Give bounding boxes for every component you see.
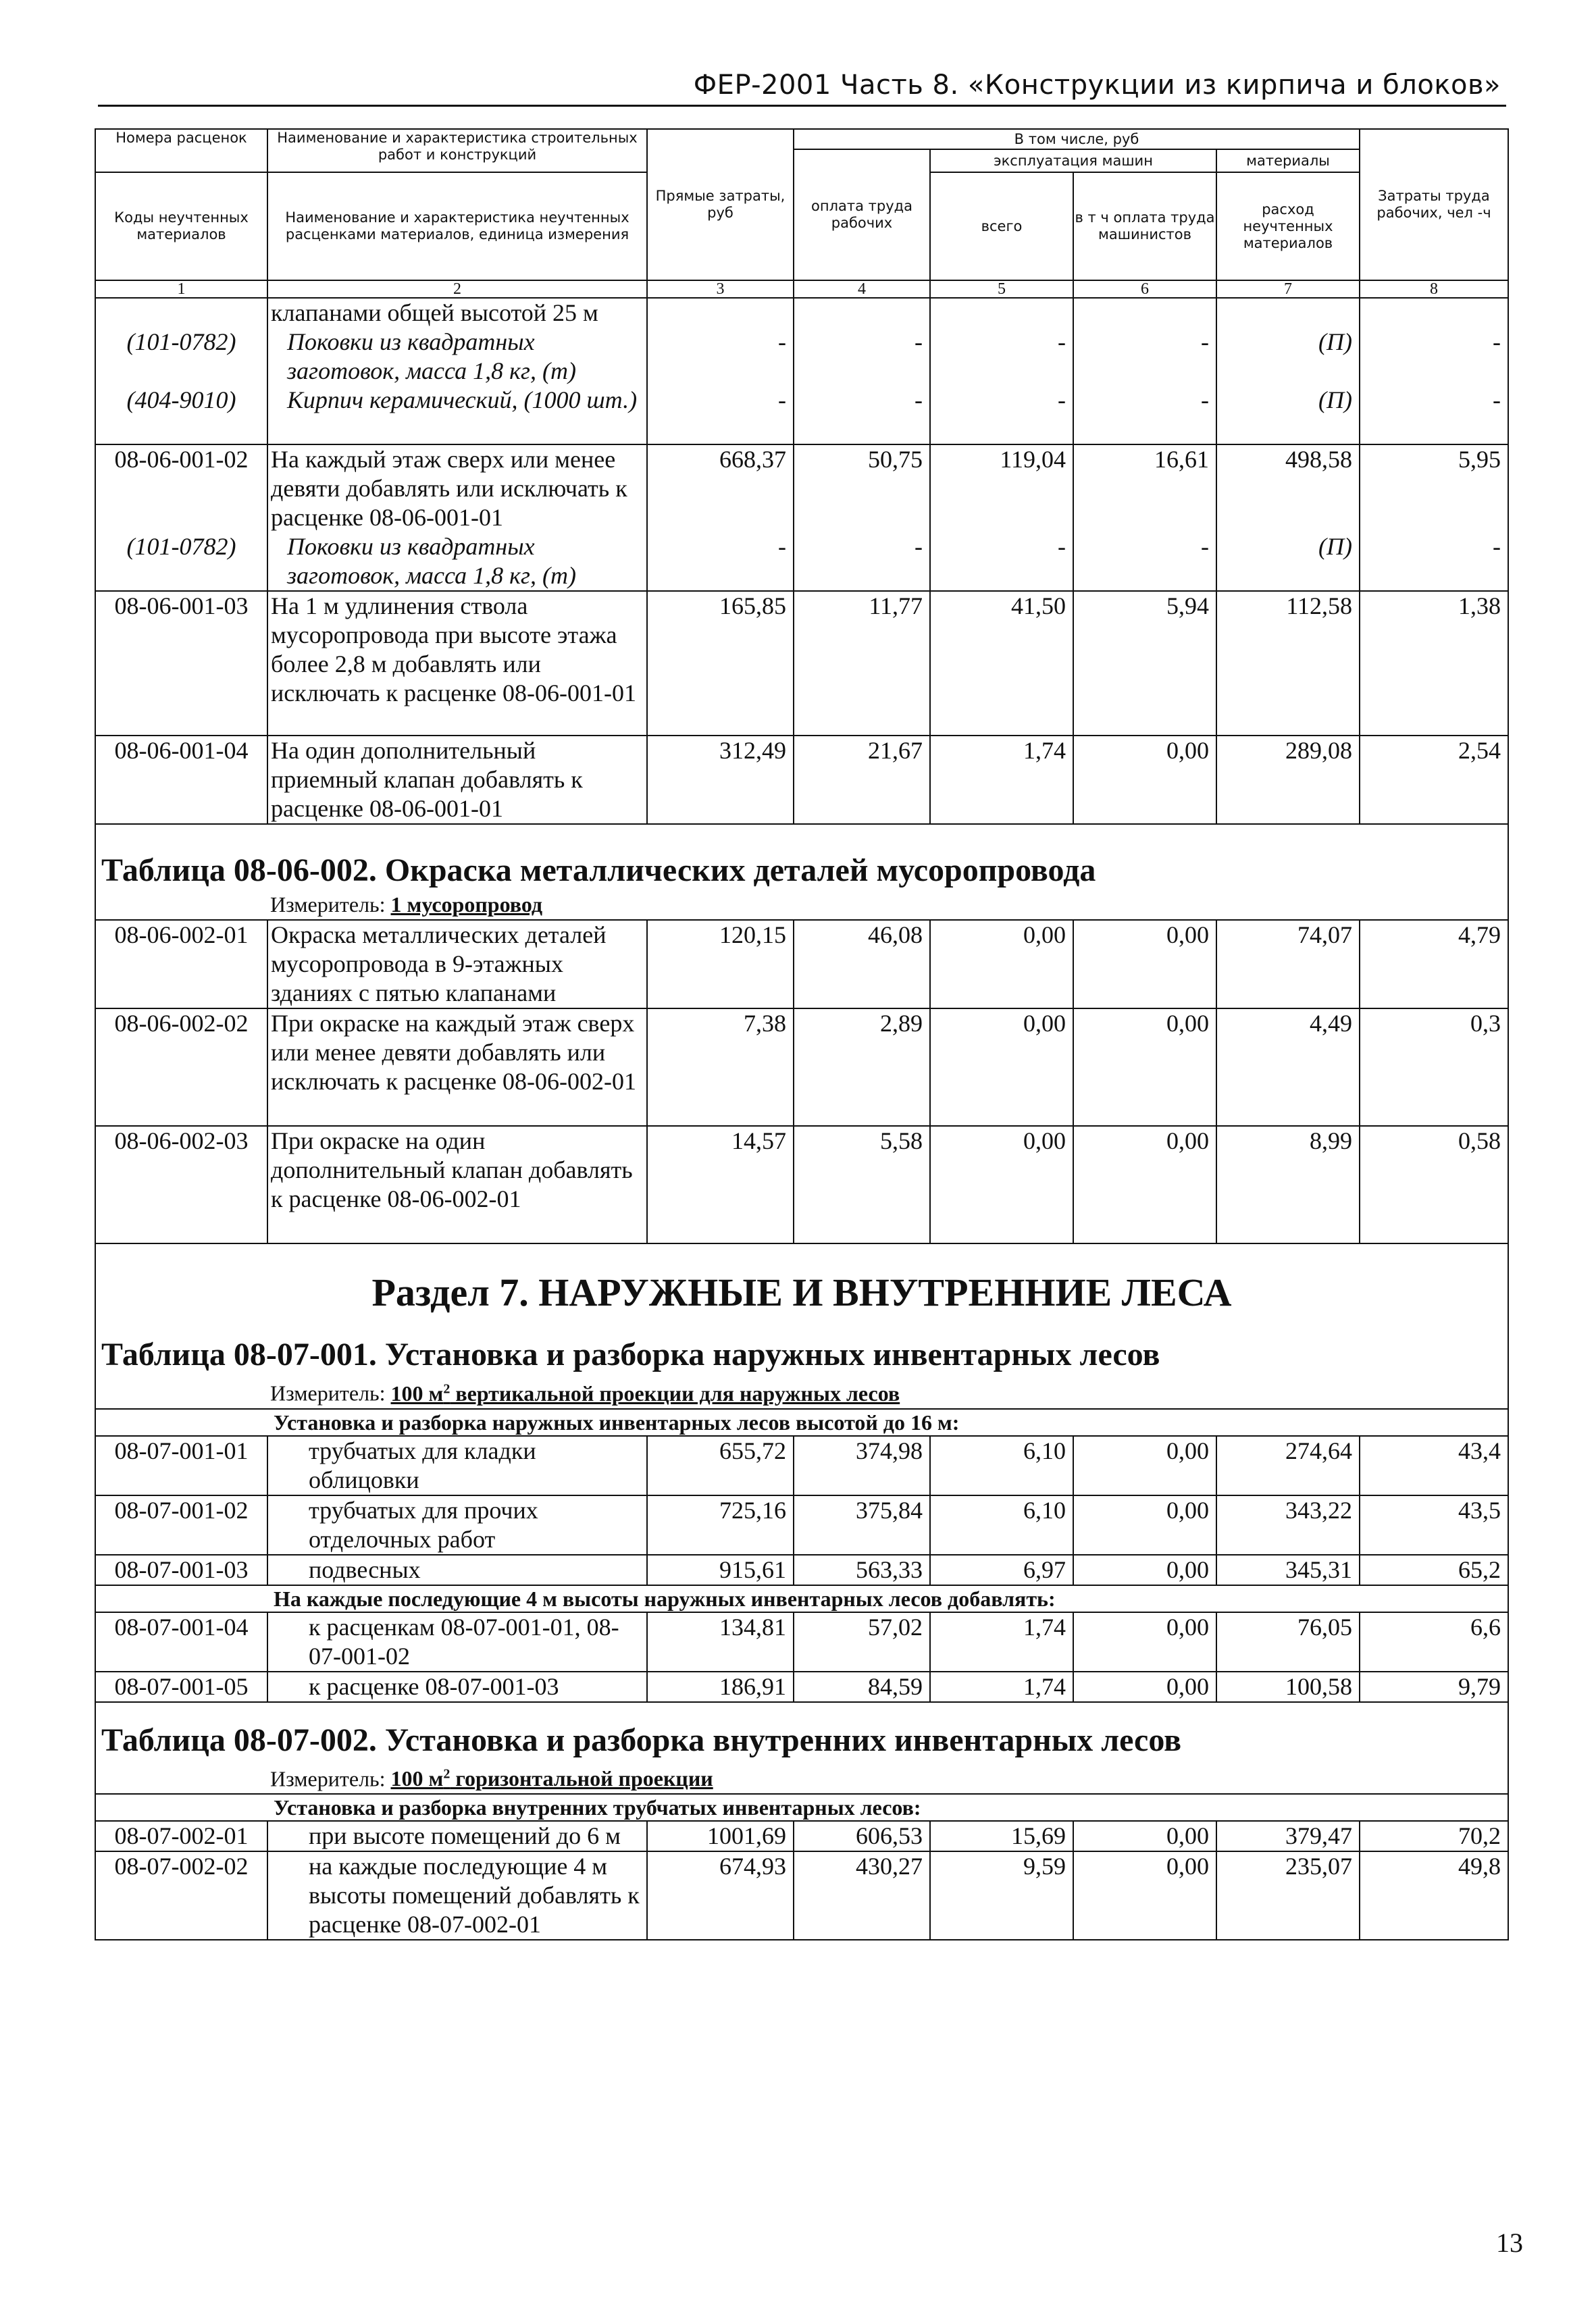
table-row <box>95 1821 1508 1851</box>
section-title-row <box>95 1243 1508 1409</box>
material-row <box>95 328 1508 386</box>
table-row <box>95 920 1508 1008</box>
cell: 4,49 <box>1216 1008 1360 1126</box>
col-number: 6 <box>1073 280 1216 298</box>
cell: - <box>930 328 1073 386</box>
cell: 0,58 <box>1360 1126 1508 1243</box>
cell: - <box>930 386 1073 444</box>
cell: 119,04 <box>930 444 1073 532</box>
rate-code: 08-07-001-04 <box>95 1612 267 1672</box>
subheading-row <box>95 1794 1508 1821</box>
hdr-machines: эксплуатация машин <box>930 149 1216 172</box>
cell: 312,49 <box>647 736 794 824</box>
row-description: клапанами общей высотой 25 м <box>267 298 647 328</box>
hdr-work-name: Наименование и характеристика строительных работ и конструкций <box>267 129 647 172</box>
page-header <box>98 64 1506 107</box>
hdr-rate-numbers: Номера расценок <box>95 129 267 172</box>
cell: - <box>794 386 930 444</box>
hdr-labor-costs: Затраты труда рабочих, чел -ч <box>1360 129 1508 280</box>
col-number: 8 <box>1360 280 1508 298</box>
table-row <box>95 1008 1508 1126</box>
table-row <box>95 1612 1508 1672</box>
cell: 43,4 <box>1360 1436 1508 1495</box>
cell: 5,95 <box>1360 444 1508 532</box>
page-header-title: ФЕР-2001 Часть 8. «Конструкции из кирпича и блоков» <box>693 70 1501 101</box>
hdr-worker-pay: оплата труда рабочих <box>794 149 930 280</box>
cell: (П) <box>1216 328 1360 386</box>
subheading: На каждые последующие 4 м высоты наружных инвентарных лесов добавлять: <box>95 1585 1508 1612</box>
cell: 112,58 <box>1216 591 1360 736</box>
cell: 0,00 <box>930 1126 1073 1243</box>
cell: 50,75 <box>794 444 930 532</box>
row-description: подвесных <box>267 1555 647 1585</box>
cell: - <box>1360 386 1508 444</box>
cell: 100,58 <box>1216 1672 1360 1702</box>
row-description: Окраска металлических деталей мусоропровода в 9-этажных зданиях с пятью клапанами <box>267 920 647 1008</box>
hdr-including: В том числе, руб <box>794 129 1360 149</box>
cell: 0,00 <box>1073 1821 1216 1851</box>
material-row <box>95 532 1508 591</box>
col-number: 2 <box>267 280 647 298</box>
row-description: к расценкам 08-07-001-01, 08-07-001-02 <box>267 1612 647 1672</box>
cell: 6,6 <box>1360 1612 1508 1672</box>
table-row <box>95 298 1508 328</box>
cell: 15,69 <box>930 1821 1073 1851</box>
material-description: Поковки из квадратных заготовок, масса 1,8 кг, (т) <box>267 532 647 591</box>
cell: 16,61 <box>1073 444 1216 532</box>
cell: 11,77 <box>794 591 930 736</box>
rate-code: 08-06-002-01 <box>95 920 267 1008</box>
cell: 70,2 <box>1360 1821 1508 1851</box>
cell: 49,8 <box>1360 1851 1508 1940</box>
cell: 5,58 <box>794 1126 930 1243</box>
hdr-material-names: Наименование и характеристика неучтенных расценками материалов, единица измерения <box>267 172 647 280</box>
row-description: на каждые последующие 4 м высоты помещений добавлять к расценке 08-07-002-01 <box>267 1851 647 1940</box>
cell: 0,00 <box>1073 1008 1216 1126</box>
hdr-materials: материалы <box>1216 149 1360 172</box>
cell: 65,2 <box>1360 1555 1508 1585</box>
measure-unit <box>96 891 1508 919</box>
cell: - <box>794 532 930 591</box>
cell: - <box>1360 532 1508 591</box>
cell: 9,79 <box>1360 1672 1508 1702</box>
table-title-row <box>95 1702 1508 1795</box>
cell: 8,99 <box>1216 1126 1360 1243</box>
cell: 1001,69 <box>647 1821 794 1851</box>
cell: 41,50 <box>930 591 1073 736</box>
measure-unit <box>96 1761 1508 1794</box>
col-number: 1 <box>95 280 267 298</box>
cell: 43,5 <box>1360 1495 1508 1555</box>
cell: 6,10 <box>930 1495 1073 1555</box>
cell: 674,93 <box>647 1851 794 1940</box>
rate-code: 08-06-001-02 <box>95 444 267 532</box>
cell: 84,59 <box>794 1672 930 1702</box>
cell: 5,94 <box>1073 591 1216 736</box>
rate-code: 08-06-002-02 <box>95 1008 267 1126</box>
cell: - <box>1073 328 1216 386</box>
section-title: Раздел 7. НАРУЖНЫЕ И ВНУТРЕННИЕ ЛЕСА <box>371 1270 1232 1314</box>
cell: 4,79 <box>1360 920 1508 1008</box>
hdr-machines-total: всего <box>930 172 1073 280</box>
cell: 725,16 <box>647 1495 794 1555</box>
page-number: 13 <box>1496 2228 1523 2258</box>
row-description: трубчатых для прочих отделочных работ <box>267 1495 647 1555</box>
cell: 0,00 <box>1073 1126 1216 1243</box>
cell: (П) <box>1216 386 1360 444</box>
cell: 0,00 <box>1073 1612 1216 1672</box>
col-number: 4 <box>794 280 930 298</box>
cell: 655,72 <box>647 1436 794 1495</box>
cell: 379,47 <box>1216 1821 1360 1851</box>
cell: 235,07 <box>1216 1851 1360 1940</box>
table-row <box>95 1555 1508 1585</box>
table-row <box>95 444 1508 532</box>
hdr-direct-costs: Прямые затраты, руб <box>647 129 794 280</box>
subheading: Установка и разборка наружных инвентарных лесов высотой до 16 м: <box>95 1409 1508 1436</box>
col-number: 5 <box>930 280 1073 298</box>
material-description: Поковки из квадратных заготовок, масса 1,8 кг, (т) <box>267 328 647 386</box>
cell: 498,58 <box>1216 444 1360 532</box>
cell: (П) <box>1216 532 1360 591</box>
table-row <box>95 591 1508 736</box>
cell: 76,05 <box>1216 1612 1360 1672</box>
cell: 0,00 <box>1073 736 1216 824</box>
row-description: при высоте помещений до 6 м <box>267 1821 647 1851</box>
table-title: Таблица 08-06-002. Окраска металлических деталей мусоропровода <box>101 852 1096 888</box>
cell: - <box>1360 328 1508 386</box>
row-description: При окраске на каждый этаж сверх или менее девяти добавлять или исключать к расценке 08-06-002-01 <box>267 1008 647 1126</box>
table-row <box>95 1495 1508 1555</box>
row-description: трубчатых для кладки облицовки <box>267 1436 647 1495</box>
cell: - <box>647 532 794 591</box>
cell: 345,31 <box>1216 1555 1360 1585</box>
cell: - <box>1073 386 1216 444</box>
cell: 186,91 <box>647 1672 794 1702</box>
cell: 21,67 <box>794 736 930 824</box>
cell: 1,74 <box>930 736 1073 824</box>
rate-code: 08-07-001-01 <box>95 1436 267 1495</box>
rate-code: 08-07-002-01 <box>95 1821 267 1851</box>
hdr-operator-pay: в т ч оплата труда машинистов <box>1073 172 1216 280</box>
rate-code: 08-06-002-03 <box>95 1126 267 1243</box>
cell: 0,3 <box>1360 1008 1508 1126</box>
cell: 0,00 <box>1073 1851 1216 1940</box>
material-code: (404-9010) <box>95 386 267 444</box>
cell: 1,74 <box>930 1612 1073 1672</box>
measure-label: Измеритель: <box>270 1381 386 1406</box>
cell: 57,02 <box>794 1612 930 1672</box>
cell: 0,00 <box>1073 1436 1216 1495</box>
subheading: Установка и разборка внутренних трубчатых инвентарных лесов: <box>95 1794 1508 1821</box>
rate-code: 08-07-001-02 <box>95 1495 267 1555</box>
cell: 120,15 <box>647 920 794 1008</box>
row-description: На один дополнительный приемный клапан добавлять к расценке 08-06-001-01 <box>267 736 647 824</box>
cell: 289,08 <box>1216 736 1360 824</box>
row-description: к расценке 08-07-001-03 <box>267 1672 647 1702</box>
cell: 6,10 <box>930 1436 1073 1495</box>
cell: 2,89 <box>794 1008 930 1126</box>
col-number: 3 <box>647 280 794 298</box>
cell: 0,00 <box>1073 1495 1216 1555</box>
column-numbers-row <box>95 280 1508 298</box>
measure-label: Измеритель: <box>270 892 386 917</box>
material-code: (101-0782) <box>95 532 267 591</box>
cell: 915,61 <box>647 1555 794 1585</box>
cell: 46,08 <box>794 920 930 1008</box>
cell: 165,85 <box>647 591 794 736</box>
cell: 606,53 <box>794 1821 930 1851</box>
measure-unit <box>96 1375 1508 1408</box>
cell: 1,74 <box>930 1672 1073 1702</box>
table-row <box>95 1851 1508 1940</box>
cell: 74,07 <box>1216 920 1360 1008</box>
cell: 274,64 <box>1216 1436 1360 1495</box>
cell: 430,27 <box>794 1851 930 1940</box>
cell: 1,38 <box>1360 591 1508 736</box>
rate-code: 08-06-001-04 <box>95 736 267 824</box>
cell: 0,00 <box>1073 920 1216 1008</box>
material-row <box>95 386 1508 444</box>
cell: - <box>794 328 930 386</box>
table-title: Таблица 08-07-001. Установка и разборка наружных инвентарных лесов <box>101 1337 1160 1372</box>
rate-code: 08-07-001-05 <box>95 1672 267 1702</box>
table-title-row <box>95 824 1508 920</box>
cell: 374,98 <box>794 1436 930 1495</box>
cell: 343,22 <box>1216 1495 1360 1555</box>
rate-code: 08-06-001-03 <box>95 591 267 736</box>
hdr-material-consumption: расход неучтенных материалов <box>1216 172 1360 280</box>
table-row <box>95 1126 1508 1243</box>
table-row <box>95 736 1508 824</box>
row-description: На каждый этаж сверх или менее девяти добавлять или исключать к расценке 08-06-001-01 <box>267 444 647 532</box>
measure-label: Измеритель: <box>270 1766 386 1791</box>
material-code: (101-0782) <box>95 328 267 386</box>
table-title: Таблица 08-07-002. Установка и разборка внутренних инвентарных лесов <box>101 1722 1182 1758</box>
measure-value: 100 $м^2$ вертикальной проекции для наружных лесов <box>390 1381 900 1406</box>
cell: - <box>1073 532 1216 591</box>
cell: 0,00 <box>930 1008 1073 1126</box>
cell: 668,37 <box>647 444 794 532</box>
col-number: 7 <box>1216 280 1360 298</box>
cell: - <box>647 328 794 386</box>
measure-value: 100 $м^2$ горизонтальной проекции <box>390 1766 713 1791</box>
cell: 563,33 <box>794 1555 930 1585</box>
cell: 134,81 <box>647 1612 794 1672</box>
cell: 0,00 <box>1073 1672 1216 1702</box>
cell: 0,00 <box>1073 1555 1216 1585</box>
cell: 0,00 <box>930 920 1073 1008</box>
table-row <box>95 1436 1508 1495</box>
rates-table <box>95 128 1509 1940</box>
rate-code: 08-07-002-02 <box>95 1851 267 1940</box>
cell: 2,54 <box>1360 736 1508 824</box>
cell: 7,38 <box>647 1008 794 1126</box>
cell: 14,57 <box>647 1126 794 1243</box>
row-description: На 1 м удлинения ствола мусоропровода при высоте этажа более 2,8 м добавлять или исключать к расценке 08-06-001-01 <box>267 591 647 736</box>
table-row <box>95 1672 1508 1702</box>
rate-code: 08-07-001-03 <box>95 1555 267 1585</box>
hdr-material-codes: Коды неучтенных материалов <box>95 172 267 280</box>
measure-value: 1 мусоропровод <box>390 892 543 917</box>
subheading-row <box>95 1585 1508 1612</box>
subheading-row <box>95 1409 1508 1436</box>
cell: 9,59 <box>930 1851 1073 1940</box>
cell: 375,84 <box>794 1495 930 1555</box>
row-description: При окраске на один дополнительный клапан добавлять к расценке 08-06-002-01 <box>267 1126 647 1243</box>
cell: - <box>930 532 1073 591</box>
material-description: Кирпич керамический, (1000 шт.) <box>267 386 647 444</box>
cell: - <box>647 386 794 444</box>
cell: 6,97 <box>930 1555 1073 1585</box>
